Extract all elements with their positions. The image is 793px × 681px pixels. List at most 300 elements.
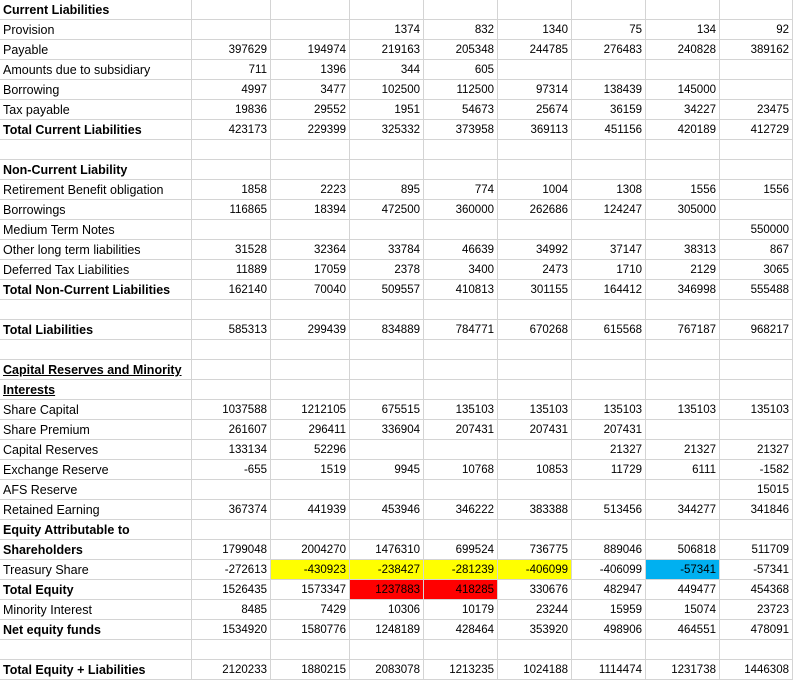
row-net-equity-funds-value[interactable]: 1248189 (350, 620, 424, 640)
row-share-premium-value[interactable]: 296411 (271, 420, 350, 440)
row-total-current-liabilities-value[interactable]: 229399 (271, 120, 350, 140)
row-equity-attributable-value[interactable] (192, 520, 271, 540)
row-afs-reserve-value[interactable]: 15015 (720, 480, 793, 500)
row-net-equity-funds-value[interactable]: 1534920 (192, 620, 271, 640)
row-equity-attributable-value[interactable] (646, 520, 720, 540)
row-share-capital-value[interactable]: 135103 (424, 400, 498, 420)
row-capital-reserves-label[interactable]: Capital Reserves (0, 440, 192, 460)
row-treasury-share-value[interactable]: -238427 (350, 560, 424, 580)
row-retained-earning-value[interactable]: 441939 (271, 500, 350, 520)
row-medium-term-notes-value[interactable] (646, 220, 720, 240)
row-empty-label[interactable] (0, 340, 192, 360)
row-total-equity-value[interactable]: 482947 (572, 580, 646, 600)
row-other-long-term-value[interactable]: 31528 (192, 240, 271, 260)
row-capital-reserves-header-value[interactable] (572, 360, 646, 380)
row-empty-value[interactable] (424, 340, 498, 360)
row-retained-earning-value[interactable]: 344277 (646, 500, 720, 520)
row-provision-value[interactable]: 1340 (498, 20, 572, 40)
row-capital-reserves-value[interactable]: 52296 (271, 440, 350, 460)
row-empty-value[interactable] (572, 340, 646, 360)
row-afs-reserve-value[interactable] (572, 480, 646, 500)
row-payable-label[interactable]: Payable (0, 40, 192, 60)
row-other-long-term-label[interactable]: Other long term liabilities (0, 240, 192, 260)
row-borrowings-value[interactable]: 305000 (646, 200, 720, 220)
row-non-current-liabilities-header-value[interactable] (498, 160, 572, 180)
row-total-equity-value[interactable]: 1573347 (271, 580, 350, 600)
row-other-long-term-value[interactable]: 32364 (271, 240, 350, 260)
row-borrowings-value[interactable]: 116865 (192, 200, 271, 220)
row-amounts-due-subsidiary-value[interactable] (646, 60, 720, 80)
row-provision-label[interactable]: Provision (0, 20, 192, 40)
row-tax-payable-value[interactable]: 36159 (572, 100, 646, 120)
row-total-current-liabilities-value[interactable]: 369113 (498, 120, 572, 140)
row-minority-interest-value[interactable]: 10179 (424, 600, 498, 620)
row-total-liabilities-value[interactable]: 615568 (572, 320, 646, 340)
row-equity-attributable-shareholders-value[interactable]: 889046 (572, 540, 646, 560)
row-exchange-reserve-value[interactable]: 1519 (271, 460, 350, 480)
row-payable-value[interactable]: 244785 (498, 40, 572, 60)
row-net-equity-funds-value[interactable]: 478091 (720, 620, 793, 640)
row-minority-interest-value[interactable]: 10306 (350, 600, 424, 620)
row-retirement-benefit-value[interactable]: 2223 (271, 180, 350, 200)
row-borrowings-value[interactable]: 472500 (350, 200, 424, 220)
row-capital-reserves-header-value[interactable] (192, 360, 271, 380)
row-treasury-share-value[interactable]: -406099 (498, 560, 572, 580)
row-equity-attributable-shareholders-value[interactable]: 1476310 (350, 540, 424, 560)
row-capital-reserves-header-cont-value[interactable] (350, 380, 424, 400)
row-borrowings-value[interactable]: 262686 (498, 200, 572, 220)
row-minority-interest-value[interactable]: 15959 (572, 600, 646, 620)
row-tax-payable-value[interactable]: 1951 (350, 100, 424, 120)
row-capital-reserves-header-label[interactable]: Capital Reserves and Minority (0, 360, 192, 380)
row-retained-earning-value[interactable]: 383388 (498, 500, 572, 520)
row-borrowing-value[interactable] (720, 80, 793, 100)
row-medium-term-notes-value[interactable] (350, 220, 424, 240)
row-tax-payable-value[interactable]: 23475 (720, 100, 793, 120)
row-tax-payable-value[interactable]: 19836 (192, 100, 271, 120)
row-share-premium-value[interactable]: 207431 (424, 420, 498, 440)
row-minority-interest-value[interactable]: 23723 (720, 600, 793, 620)
row-net-equity-funds-value[interactable]: 428464 (424, 620, 498, 640)
row-total-non-current-liabilities-value[interactable]: 162140 (192, 280, 271, 300)
row-payable-value[interactable]: 397629 (192, 40, 271, 60)
row-capital-reserves-header-value[interactable] (646, 360, 720, 380)
row-equity-attributable-value[interactable] (572, 520, 646, 540)
row-equity-attributable-shareholders-value[interactable]: 736775 (498, 540, 572, 560)
row-empty-value[interactable] (720, 640, 793, 660)
row-non-current-liabilities-header-value[interactable] (572, 160, 646, 180)
row-borrowings-value[interactable]: 360000 (424, 200, 498, 220)
row-net-equity-funds-value[interactable]: 464551 (646, 620, 720, 640)
row-non-current-liabilities-header-value[interactable] (424, 160, 498, 180)
row-non-current-liabilities-header (0, 160, 793, 180)
row-capital-reserves-header-value[interactable] (424, 360, 498, 380)
row-retained-earning-value[interactable]: 367374 (192, 500, 271, 520)
row-exchange-reserve-value[interactable]: 10768 (424, 460, 498, 480)
row-retained-earning-value[interactable]: 453946 (350, 500, 424, 520)
row-capital-reserves-value[interactable] (424, 440, 498, 460)
row-empty-label[interactable] (0, 640, 192, 660)
row-empty-value[interactable] (498, 640, 572, 660)
row-capital-reserves-header-cont-value[interactable] (572, 380, 646, 400)
row-amounts-due-subsidiary-value[interactable]: 1396 (271, 60, 350, 80)
row-empty-value[interactable] (192, 300, 271, 320)
row-afs-reserve-value[interactable] (498, 480, 572, 500)
row-empty-value[interactable] (572, 640, 646, 660)
row-equity-attributable-shareholders-value[interactable]: 506818 (646, 540, 720, 560)
row-total-non-current-liabilities-value[interactable]: 555488 (720, 280, 793, 300)
row-afs-reserve-label[interactable]: AFS Reserve (0, 480, 192, 500)
row-total-non-current-liabilities-value[interactable]: 164412 (572, 280, 646, 300)
row-total-current-liabilities-value[interactable]: 373958 (424, 120, 498, 140)
row-exchange-reserve-value[interactable]: 9945 (350, 460, 424, 480)
row-net-equity-funds-value[interactable]: 1580776 (271, 620, 350, 640)
row-retirement-benefit-value[interactable]: 1308 (572, 180, 646, 200)
row-empty-value[interactable] (271, 300, 350, 320)
row-medium-term-notes-value[interactable] (498, 220, 572, 240)
row-equity-attributable-value[interactable] (498, 520, 572, 540)
row-equity-attributable-shareholders-label[interactable]: Shareholders (0, 540, 192, 560)
row-retirement-benefit-label[interactable]: Retirement Benefit obligation (0, 180, 192, 200)
row-non-current-liabilities-header-value[interactable] (192, 160, 271, 180)
row-share-premium-value[interactable] (646, 420, 720, 440)
row-deferred-tax-value[interactable]: 2473 (498, 260, 572, 280)
row-total-equity-liabilities-value[interactable]: 1880215 (271, 660, 350, 680)
row-minority-interest-value[interactable]: 23244 (498, 600, 572, 620)
row-borrowings-label[interactable]: Borrowings (0, 200, 192, 220)
row-borrowing-value[interactable]: 3477 (271, 80, 350, 100)
row-total-current-liabilities-value[interactable]: 325332 (350, 120, 424, 140)
row-total-equity-value[interactable]: 1237883 (350, 580, 424, 600)
row-minority-interest-value[interactable]: 15074 (646, 600, 720, 620)
row-empty-value[interactable] (646, 640, 720, 660)
row-non-current-liabilities-header-value[interactable] (720, 160, 793, 180)
row-empty-value[interactable] (271, 340, 350, 360)
row-total-equity-liabilities-value[interactable]: 1446308 (720, 660, 793, 680)
row-empty-value[interactable] (720, 140, 793, 160)
row-total-equity-liabilities-value[interactable]: 2083078 (350, 660, 424, 680)
row-amounts-due-subsidiary-value[interactable]: 711 (192, 60, 271, 80)
row-net-equity-funds-label[interactable]: Net equity funds (0, 620, 192, 640)
row-amounts-due-subsidiary-value[interactable]: 605 (424, 60, 498, 80)
row-retirement-benefit-value[interactable]: 774 (424, 180, 498, 200)
row-treasury-share-label[interactable]: Treasury Share (0, 560, 192, 580)
row-medium-term-notes-value[interactable] (424, 220, 498, 240)
row-total-liabilities-label[interactable]: Total Liabilities (0, 320, 192, 340)
row-retirement-benefit-value[interactable]: 1858 (192, 180, 271, 200)
row-payable-value[interactable]: 240828 (646, 40, 720, 60)
row-payable-value[interactable]: 205348 (424, 40, 498, 60)
row-other-long-term-value[interactable]: 38313 (646, 240, 720, 260)
row-deferred-tax-value[interactable]: 1710 (572, 260, 646, 280)
row-borrowings-value[interactable] (720, 200, 793, 220)
row-treasury-share-value[interactable]: -281239 (424, 560, 498, 580)
row-total-current-liabilities-value[interactable]: 420189 (646, 120, 720, 140)
row-total-equity-value[interactable]: 418285 (424, 580, 498, 600)
row-exchange-reserve-value[interactable]: -1582 (720, 460, 793, 480)
row-empty-value[interactable] (271, 140, 350, 160)
row-equity-attributable-value[interactable] (720, 520, 793, 540)
row-capital-reserves-header-cont-value[interactable] (646, 380, 720, 400)
row-exchange-reserve-value[interactable]: 10853 (498, 460, 572, 480)
row-equity-attributable-value[interactable] (271, 520, 350, 540)
row-share-premium-value[interactable]: 336904 (350, 420, 424, 440)
row-empty-value[interactable] (350, 340, 424, 360)
row-total-non-current-liabilities-value[interactable]: 410813 (424, 280, 498, 300)
row-afs-reserve-value[interactable] (271, 480, 350, 500)
row-medium-term-notes-value[interactable] (271, 220, 350, 240)
row-treasury-share-value[interactable]: -57341 (720, 560, 793, 580)
row-other-long-term-value[interactable]: 37147 (572, 240, 646, 260)
row-total-liabilities-value[interactable]: 968217 (720, 320, 793, 340)
row-tax-payable-value[interactable]: 29552 (271, 100, 350, 120)
row-empty-value[interactable] (720, 300, 793, 320)
row-equity-attributable-value[interactable] (424, 520, 498, 540)
row-share-capital-value[interactable]: 1212105 (271, 400, 350, 420)
row-exchange-reserve-value[interactable]: 11729 (572, 460, 646, 480)
row-deferred-tax-value[interactable]: 11889 (192, 260, 271, 280)
row-total-equity-liabilities-value[interactable]: 1024188 (498, 660, 572, 680)
row-total-equity-liabilities-label[interactable]: Total Equity + Liabilities (0, 660, 192, 680)
row-deferred-tax-value[interactable]: 2129 (646, 260, 720, 280)
row-deferred-tax-value[interactable]: 2378 (350, 260, 424, 280)
row-total-non-current-liabilities-value[interactable]: 70040 (271, 280, 350, 300)
row-provision-value[interactable] (271, 20, 350, 40)
row-borrowing-value[interactable]: 102500 (350, 80, 424, 100)
row-capital-reserves-value[interactable]: 133134 (192, 440, 271, 460)
row-tax-payable-value[interactable]: 54673 (424, 100, 498, 120)
row-amounts-due-subsidiary-value[interactable] (572, 60, 646, 80)
row-treasury-share-value[interactable]: -272613 (192, 560, 271, 580)
row-other-long-term-value[interactable]: 867 (720, 240, 793, 260)
row-non-current-liabilities-header-label[interactable]: Non-Current Liability (0, 160, 192, 180)
row-payable-value[interactable]: 194974 (271, 40, 350, 60)
row-empty-value[interactable] (646, 300, 720, 320)
row-provision-value[interactable]: 1374 (350, 20, 424, 40)
row-empty-value[interactable] (646, 140, 720, 160)
row-empty-value[interactable] (646, 340, 720, 360)
row-empty-label[interactable] (0, 300, 192, 320)
row-provision-value[interactable]: 134 (646, 20, 720, 40)
row-share-premium-value[interactable]: 207431 (572, 420, 646, 440)
row-share-capital-value[interactable]: 675515 (350, 400, 424, 420)
row-capital-reserves-value[interactable] (498, 440, 572, 460)
row-borrowing-value[interactable]: 97314 (498, 80, 572, 100)
row-medium-term-notes-value[interactable] (572, 220, 646, 240)
row-capital-reserves-header-value[interactable] (498, 360, 572, 380)
row-afs-reserve-value[interactable] (192, 480, 271, 500)
row-total-liabilities-value[interactable]: 585313 (192, 320, 271, 340)
row-capital-reserves-header-value[interactable] (271, 360, 350, 380)
row-total-current-liabilities-value[interactable]: 451156 (572, 120, 646, 140)
row-empty-value[interactable] (350, 140, 424, 160)
row-total-liabilities-value[interactable]: 784771 (424, 320, 498, 340)
row-total-equity-value[interactable]: 449477 (646, 580, 720, 600)
row-total-equity-value[interactable]: 454368 (720, 580, 793, 600)
row-deferred-tax-value[interactable]: 3400 (424, 260, 498, 280)
row-tax-payable-value[interactable]: 34227 (646, 100, 720, 120)
row-amounts-due-subsidiary-label[interactable]: Amounts due to subsidiary (0, 60, 192, 80)
row-retirement-benefit-value[interactable]: 1556 (720, 180, 793, 200)
row-payable-value[interactable]: 276483 (572, 40, 646, 60)
row-empty-value[interactable] (424, 640, 498, 660)
row-retained-earning-label[interactable]: Retained Earning (0, 500, 192, 520)
row-empty-value[interactable] (350, 300, 424, 320)
row-share-capital-value[interactable]: 135103 (720, 400, 793, 420)
row-non-current-liabilities-header-value[interactable] (271, 160, 350, 180)
row-exchange-reserve-label[interactable]: Exchange Reserve (0, 460, 192, 480)
row-borrowings-value[interactable]: 124247 (572, 200, 646, 220)
row-other-long-term-value[interactable]: 33784 (350, 240, 424, 260)
row-total-equity-liabilities-value[interactable]: 1213235 (424, 660, 498, 680)
row-retirement-benefit-value[interactable]: 1556 (646, 180, 720, 200)
row-deferred-tax-value[interactable]: 3065 (720, 260, 793, 280)
row-total-equity-value[interactable]: 1526435 (192, 580, 271, 600)
row-empty-label[interactable] (0, 140, 192, 160)
row-treasury-share-value[interactable]: -430923 (271, 560, 350, 580)
row-empty-value[interactable] (271, 640, 350, 660)
row-provision-value[interactable]: 92 (720, 20, 793, 40)
row-retained-earning-value[interactable]: 346222 (424, 500, 498, 520)
row-total-non-current-liabilities-value[interactable]: 301155 (498, 280, 572, 300)
row-empty-value[interactable] (572, 300, 646, 320)
row-tax-payable-value[interactable]: 25674 (498, 100, 572, 120)
row-total-equity-liabilities-value[interactable]: 1231738 (646, 660, 720, 680)
row-payable-value[interactable]: 219163 (350, 40, 424, 60)
row-empty-value[interactable] (498, 340, 572, 360)
row-empty-value[interactable] (192, 340, 271, 360)
row-net-equity-funds-value[interactable]: 353920 (498, 620, 572, 640)
row-total-liabilities-value[interactable]: 834889 (350, 320, 424, 340)
row-afs-reserve-value[interactable] (350, 480, 424, 500)
row-equity-attributable-shareholders-value[interactable]: 2004270 (271, 540, 350, 560)
row-empty-value[interactable] (192, 640, 271, 660)
row-non-current-liabilities-header-value[interactable] (646, 160, 720, 180)
row-medium-term-notes-value[interactable]: 550000 (720, 220, 793, 240)
row-capital-reserves-value[interactable]: 21327 (720, 440, 793, 460)
row-provision-value[interactable]: 832 (424, 20, 498, 40)
row-deferred-tax-value[interactable]: 17059 (271, 260, 350, 280)
row-share-capital-label[interactable]: Share Capital (0, 400, 192, 420)
row-borrowing-value[interactable]: 145000 (646, 80, 720, 100)
row-amounts-due-subsidiary-value[interactable]: 344 (350, 60, 424, 80)
row-equity-attributable-shareholders-value[interactable]: 1799048 (192, 540, 271, 560)
row-treasury-share-value[interactable]: -406099 (572, 560, 646, 580)
row-medium-term-notes-value[interactable] (192, 220, 271, 240)
row-minority-interest-label[interactable]: Minority Interest (0, 600, 192, 620)
row-total-equity-liabilities-value[interactable]: 1114474 (572, 660, 646, 680)
row-total-equity-value[interactable]: 330676 (498, 580, 572, 600)
row-total-current-liabilities-value[interactable]: 423173 (192, 120, 271, 140)
row-empty-value[interactable] (350, 640, 424, 660)
row-capital-reserves-header-cont-label[interactable]: Interests (0, 380, 192, 400)
row-payable-value[interactable]: 389162 (720, 40, 793, 60)
row-capital-reserves-header-cont-value[interactable] (498, 380, 572, 400)
row-net-equity-funds-value[interactable]: 498906 (572, 620, 646, 640)
row-share-premium-value[interactable] (720, 420, 793, 440)
row-capital-reserves-value[interactable]: 21327 (572, 440, 646, 460)
row-share-capital-value[interactable]: 135103 (498, 400, 572, 420)
row-equity-attributable-value[interactable] (350, 520, 424, 540)
row-capital-reserves-header-cont-value[interactable] (720, 380, 793, 400)
row-capital-reserves-value[interactable] (350, 440, 424, 460)
row-share-premium-value[interactable]: 261607 (192, 420, 271, 440)
row-empty-value[interactable] (424, 140, 498, 160)
row-share-capital-value[interactable]: 135103 (572, 400, 646, 420)
row-capital-reserves-header-cont-value[interactable] (192, 380, 271, 400)
row-equity-attributable-shareholders-value[interactable]: 511709 (720, 540, 793, 560)
row-retirement-benefit-value[interactable]: 895 (350, 180, 424, 200)
row-empty-value[interactable] (720, 340, 793, 360)
row-tax-payable-label[interactable]: Tax payable (0, 100, 192, 120)
row-capital-reserves-header-value[interactable] (720, 360, 793, 380)
row-capital-reserves-value[interactable]: 21327 (646, 440, 720, 460)
row-total-current-liabilities-value[interactable]: 412729 (720, 120, 793, 140)
row-amounts-due-subsidiary-value[interactable] (498, 60, 572, 80)
row-exchange-reserve-value[interactable]: -655 (192, 460, 271, 480)
row-non-current-liabilities-header-value[interactable] (350, 160, 424, 180)
row-total-liabilities (0, 320, 793, 340)
row-total-liabilities-value[interactable]: 670268 (498, 320, 572, 340)
row-share-capital-value[interactable]: 135103 (646, 400, 720, 420)
row-exchange-reserve-value[interactable]: 6111 (646, 460, 720, 480)
row-provision-value[interactable] (192, 20, 271, 40)
row-equity-attributable-shareholders-value[interactable]: 699524 (424, 540, 498, 560)
row-minority-interest-value[interactable]: 7429 (271, 600, 350, 620)
row-borrowings-value[interactable]: 18394 (271, 200, 350, 220)
row-medium-term-notes-label[interactable]: Medium Term Notes (0, 220, 192, 240)
row-afs-reserve-value[interactable] (646, 480, 720, 500)
row-empty-value[interactable] (192, 140, 271, 160)
row-share-capital-value[interactable]: 1037588 (192, 400, 271, 420)
row-total-non-current-liabilities-value[interactable]: 509557 (350, 280, 424, 300)
row-borrowing-value[interactable]: 4997 (192, 80, 271, 100)
row-share-premium-label[interactable]: Share Premium (0, 420, 192, 440)
row-total-non-current-liabilities-label[interactable]: Total Non-Current Liabilities (0, 280, 192, 300)
row-total-equity-label[interactable]: Total Equity (0, 580, 192, 600)
row-amounts-due-subsidiary-value[interactable] (720, 60, 793, 80)
row-total-non-current-liabilities-value[interactable]: 346998 (646, 280, 720, 300)
section-title-current-liabilities[interactable]: Current Liabilities (0, 0, 192, 20)
row-borrowing-value[interactable]: 138439 (572, 80, 646, 100)
row-empty-value[interactable] (498, 300, 572, 320)
row-other-long-term-value[interactable]: 34992 (498, 240, 572, 260)
row-equity-attributable-label[interactable]: Equity Attributable to (0, 520, 192, 540)
row-total-current-liabilities-label[interactable]: Total Current Liabilities (0, 120, 192, 140)
row-borrowing-label[interactable]: Borrowing (0, 80, 192, 100)
row-retirement-benefit-value[interactable]: 1004 (498, 180, 572, 200)
row-total-equity-liabilities-value[interactable]: 2120233 (192, 660, 271, 680)
row-other-long-term-value[interactable]: 46639 (424, 240, 498, 260)
row-capital-reserves-header-value[interactable] (350, 360, 424, 380)
row-deferred-tax-label[interactable]: Deferred Tax Liabilities (0, 260, 192, 280)
row-minority-interest-value[interactable]: 8485 (192, 600, 271, 620)
row-capital-reserves-header-cont-value[interactable] (271, 380, 350, 400)
row-empty-value[interactable] (572, 140, 646, 160)
row-afs-reserve-value[interactable] (424, 480, 498, 500)
row-provision-value[interactable]: 75 (572, 20, 646, 40)
row-total-liabilities-value[interactable]: 767187 (646, 320, 720, 340)
row-empty-value[interactable] (424, 300, 498, 320)
row-borrowing-value[interactable]: 112500 (424, 80, 498, 100)
row-retained-earning-value[interactable]: 341846 (720, 500, 793, 520)
row-capital-reserves-header-cont-value[interactable] (424, 380, 498, 400)
row-empty-value[interactable] (498, 140, 572, 160)
row-retained-earning-value[interactable]: 513456 (572, 500, 646, 520)
row-treasury-share-value[interactable]: -57341 (646, 560, 720, 580)
row-share-premium-value[interactable]: 207431 (498, 420, 572, 440)
row-total-liabilities-value[interactable]: 299439 (271, 320, 350, 340)
